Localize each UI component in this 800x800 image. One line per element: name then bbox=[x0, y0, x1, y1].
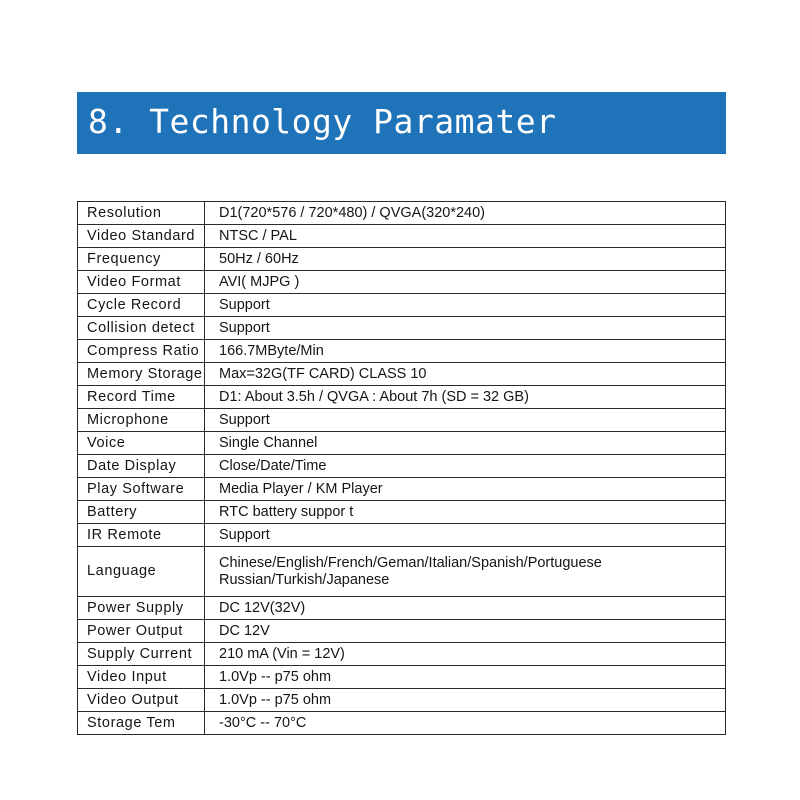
spec-label: Memory Storage bbox=[78, 363, 205, 386]
spec-label: Frequency bbox=[78, 248, 205, 271]
spec-row-video-format bbox=[78, 271, 726, 294]
spec-value: 1.0Vp -- p75 ohm bbox=[205, 689, 726, 712]
spec-value: Support bbox=[205, 524, 726, 547]
technology-parameter-table bbox=[77, 201, 726, 735]
spec-label: Power Supply bbox=[78, 597, 205, 620]
spec-row-compress-ratio bbox=[78, 340, 726, 363]
spec-row-ir-remote bbox=[78, 524, 726, 547]
spec-value: DC 12V bbox=[205, 620, 726, 643]
spec-label: Video Format bbox=[78, 271, 205, 294]
spec-row-play-software bbox=[78, 478, 726, 501]
spec-row-video-output bbox=[78, 689, 726, 712]
spec-value: Support bbox=[205, 409, 726, 432]
spec-value: DC 12V(32V) bbox=[205, 597, 726, 620]
spec-label: Compress Ratio bbox=[78, 340, 205, 363]
spec-value: Support bbox=[205, 317, 726, 340]
spec-row-power-supply bbox=[78, 597, 726, 620]
spec-row-video-input bbox=[78, 666, 726, 689]
spec-value: D1(720*576 / 720*480) / QVGA(320*240) bbox=[205, 202, 726, 225]
spec-row-record-time bbox=[78, 386, 726, 409]
spec-value: RTC battery suppor t bbox=[205, 501, 726, 524]
spec-value: D1: About 3.5h / QVGA : About 7h (SD = 32 GB) bbox=[205, 386, 726, 409]
spec-row-power-output bbox=[78, 620, 726, 643]
spec-value: NTSC / PAL bbox=[205, 225, 726, 248]
spec-row-microphone bbox=[78, 409, 726, 432]
spec-label: Language bbox=[78, 547, 205, 597]
spec-label: Power Output bbox=[78, 620, 205, 643]
spec-value: Single Channel bbox=[205, 432, 726, 455]
spec-label: Video Standard bbox=[78, 225, 205, 248]
spec-row-language bbox=[78, 547, 726, 597]
spec-label: Storage Tem bbox=[78, 712, 205, 735]
spec-value-line: Chinese/English/French/Geman/Italian/Spanish/Portuguese bbox=[219, 554, 602, 571]
spec-row-video-standard bbox=[78, 225, 726, 248]
spec-row-resolution bbox=[78, 202, 726, 225]
spec-value: 50Hz / 60Hz bbox=[205, 248, 726, 271]
spec-value: AVI( MJPG ) bbox=[205, 271, 726, 294]
spec-label: Play Software bbox=[78, 478, 205, 501]
spec-label: Cycle Record bbox=[78, 294, 205, 317]
spec-row-collision-detect bbox=[78, 317, 726, 340]
spec-label: Battery bbox=[78, 501, 205, 524]
spec-row-battery bbox=[78, 501, 726, 524]
spec-label: Date Display bbox=[78, 455, 205, 478]
section-title-banner bbox=[77, 92, 726, 154]
spec-row-memory-storage bbox=[78, 363, 726, 386]
spec-label: Voice bbox=[78, 432, 205, 455]
spec-label: Collision detect bbox=[78, 317, 205, 340]
spec-row-frequency bbox=[78, 248, 726, 271]
spec-label: Supply Current bbox=[78, 643, 205, 666]
spec-label: Record Time bbox=[78, 386, 205, 409]
spec-label: Video Input bbox=[78, 666, 205, 689]
spec-row-supply-current bbox=[78, 643, 726, 666]
spec-label: Microphone bbox=[78, 409, 205, 432]
spec-value: Max=32G(TF CARD) CLASS 10 bbox=[205, 363, 726, 386]
spec-label: Video Output bbox=[78, 689, 205, 712]
spec-row-voice bbox=[78, 432, 726, 455]
spec-value: Media Player / KM Player bbox=[205, 478, 726, 501]
spec-value: 166.7MByte/Min bbox=[205, 340, 726, 363]
spec-row-date-display bbox=[78, 455, 726, 478]
spec-value: -30°C -- 70°C bbox=[205, 712, 726, 735]
spec-label: IR Remote bbox=[78, 524, 205, 547]
spec-value: Support bbox=[205, 294, 726, 317]
section-title: 8. Technology Paramater bbox=[88, 102, 557, 141]
spec-row-storage-temperature bbox=[78, 712, 726, 735]
spec-value-line: Russian/Turkish/Japanese bbox=[219, 571, 390, 588]
spec-value: 210 mA (Vin = 12V) bbox=[205, 643, 726, 666]
spec-value: Close/Date/Time bbox=[205, 455, 726, 478]
spec-label: Resolution bbox=[78, 202, 205, 225]
spec-row-cycle-record bbox=[78, 294, 726, 317]
spec-value: 1.0Vp -- p75 ohm bbox=[205, 666, 726, 689]
spec-value bbox=[205, 547, 726, 597]
